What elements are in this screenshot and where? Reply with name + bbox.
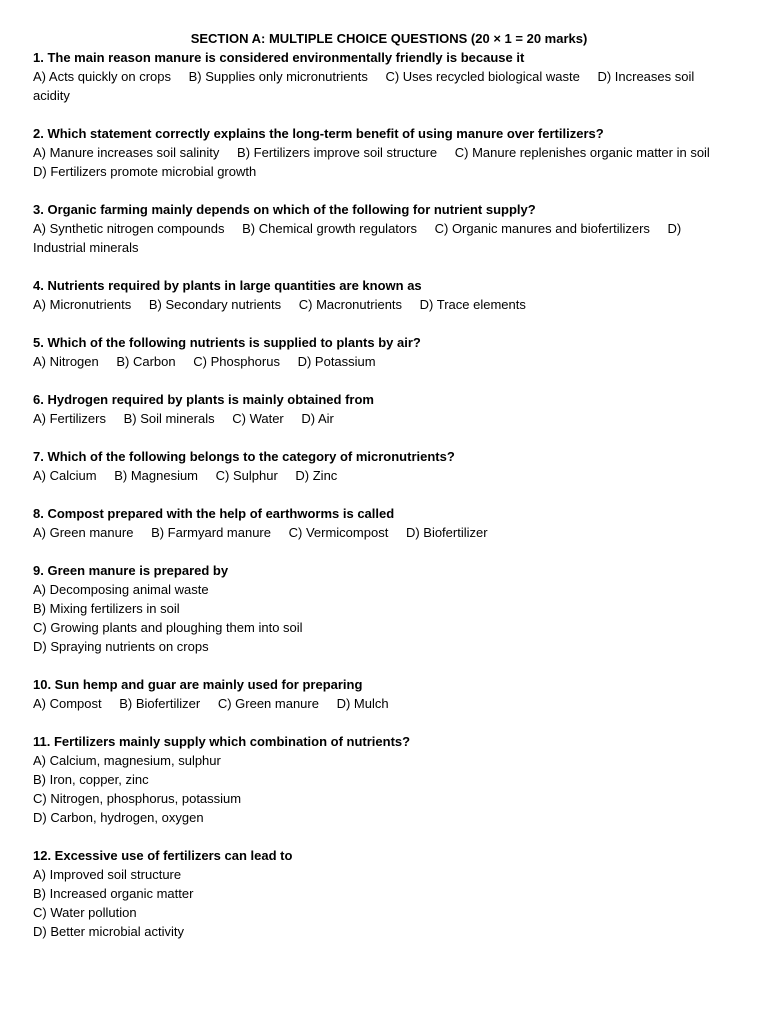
- option-a: A) Manure increases soil salinity: [33, 145, 220, 160]
- option-list: [33, 865, 733, 941]
- option-d: D) Trace elements: [419, 297, 526, 312]
- option-d: D) Fertilizers promote microbial growth: [33, 164, 257, 179]
- option-c: C) Phosphorus: [193, 354, 280, 369]
- option-a: A) Fertilizers: [33, 411, 106, 426]
- option-c: C) Vermicompost: [288, 525, 389, 540]
- option-a: A) Synthetic nitrogen compounds: [33, 221, 225, 236]
- option-list: [33, 466, 733, 485]
- option-c: C) Sulphur: [215, 468, 278, 483]
- option-d: D) Potassium: [297, 354, 376, 369]
- question-text: 6. Hydrogen required by plants is mainly obtained from: [33, 392, 374, 407]
- option-a: A) Calcium: [33, 468, 97, 483]
- question-text: 2. Which statement correctly explains the long-term benefit of using manure over fertilizers?: [33, 126, 604, 141]
- option-a: A) Nitrogen: [33, 354, 99, 369]
- option-b: B) Chemical growth regulators: [242, 221, 417, 236]
- option-b: B) Secondary nutrients: [148, 297, 282, 312]
- option-d: D) Air: [301, 411, 334, 426]
- option-c: C) Water: [232, 411, 284, 426]
- option-list: [33, 580, 733, 656]
- option-b: B) Mixing fertilizers in soil: [33, 601, 180, 616]
- question-text: 8. Compost prepared with the help of earthworms is called: [33, 506, 395, 521]
- option-d: D) Carbon, hydrogen, oxygen: [33, 810, 204, 825]
- question-text: 12. Excessive use of fertilizers can lead to: [33, 848, 293, 863]
- option-a: A) Green manure: [33, 525, 134, 540]
- option-a: A) Compost: [33, 696, 102, 711]
- option-d: D) Zinc: [295, 468, 338, 483]
- option-list: [33, 67, 733, 105]
- question-11: [33, 732, 733, 827]
- option-d: D) Increases soil acidity: [33, 69, 695, 103]
- question-2: [33, 124, 733, 181]
- option-a: A) Acts quickly on crops: [33, 69, 171, 84]
- option-list: [33, 409, 733, 428]
- option-d: D) Better microbial activity: [33, 924, 184, 939]
- option-a: A) Micronutrients: [33, 297, 132, 312]
- question-9: [33, 561, 733, 656]
- option-b: B) Iron, copper, zinc: [33, 772, 149, 787]
- option-c: C) Uses recycled biological waste: [385, 69, 580, 84]
- question-text: 10. Sun hemp and guar are mainly used for preparing: [33, 677, 363, 692]
- option-list: [33, 143, 733, 181]
- option-c: C) Macronutrients: [298, 297, 403, 312]
- question-text: 5. Which of the following nutrients is supplied to plants by air?: [33, 335, 421, 350]
- option-list: [33, 352, 733, 371]
- question-text: 1. The main reason manure is considered environmentally friendly is because it: [33, 50, 525, 65]
- option-b: B) Fertilizers improve soil structure: [237, 145, 438, 160]
- question-3: [33, 200, 733, 257]
- question-text: 9. Green manure is prepared by: [33, 563, 229, 578]
- option-b: B) Supplies only micronutrients: [188, 69, 368, 84]
- option-list: [33, 523, 733, 542]
- question-5: [33, 333, 733, 371]
- option-list: [33, 751, 733, 827]
- question-text: 11. Fertilizers mainly supply which combination of nutrients?: [33, 734, 411, 749]
- option-d: D) Industrial minerals: [33, 221, 682, 255]
- option-d: D) Mulch: [336, 696, 389, 711]
- option-b: B) Farmyard manure: [151, 525, 271, 540]
- option-c: C) Water pollution: [33, 905, 137, 920]
- question-6: [33, 390, 733, 428]
- option-c: C) Green manure: [217, 696, 319, 711]
- option-a: A) Improved soil structure: [33, 867, 182, 882]
- option-c: C) Manure replenishes organic matter in soil: [454, 145, 710, 160]
- option-list: [33, 219, 733, 257]
- option-d: D) Biofertilizer: [405, 525, 488, 540]
- question-8: [33, 504, 733, 542]
- option-list: [33, 694, 733, 713]
- option-c: C) Organic manures and biofertilizers: [434, 221, 650, 236]
- question-4: [33, 276, 733, 314]
- question-12: [33, 846, 733, 941]
- option-a: A) Decomposing animal waste: [33, 582, 209, 597]
- question-7: [33, 447, 733, 485]
- section-title: SECTION A: MULTIPLE CHOICE QUESTIONS (20 × 1 = 20 marks): [190, 31, 588, 46]
- document-page: [33, 29, 733, 960]
- question-text: 7. Which of the following belongs to the category of micronutrients?: [33, 449, 455, 464]
- option-c: C) Nitrogen, phosphorus, potassium: [33, 791, 242, 806]
- option-a: A) Calcium, magnesium, sulphur: [33, 753, 221, 768]
- option-b: B) Magnesium: [114, 468, 199, 483]
- question-text: 4. Nutrients required by plants in large quantities are known as: [33, 278, 422, 293]
- question-1: [33, 48, 733, 105]
- option-c: C) Growing plants and ploughing them into soil: [33, 620, 303, 635]
- option-b: B) Biofertilizer: [119, 696, 201, 711]
- option-b: B) Carbon: [116, 354, 176, 369]
- question-text: 3. Organic farming mainly depends on which of the following for nutrient supply?: [33, 202, 536, 217]
- option-b: B) Increased organic matter: [33, 886, 194, 901]
- option-list: [33, 295, 733, 314]
- option-d: D) Spraying nutrients on crops: [33, 639, 209, 654]
- option-b: B) Soil minerals: [123, 411, 215, 426]
- question-10: [33, 675, 733, 713]
